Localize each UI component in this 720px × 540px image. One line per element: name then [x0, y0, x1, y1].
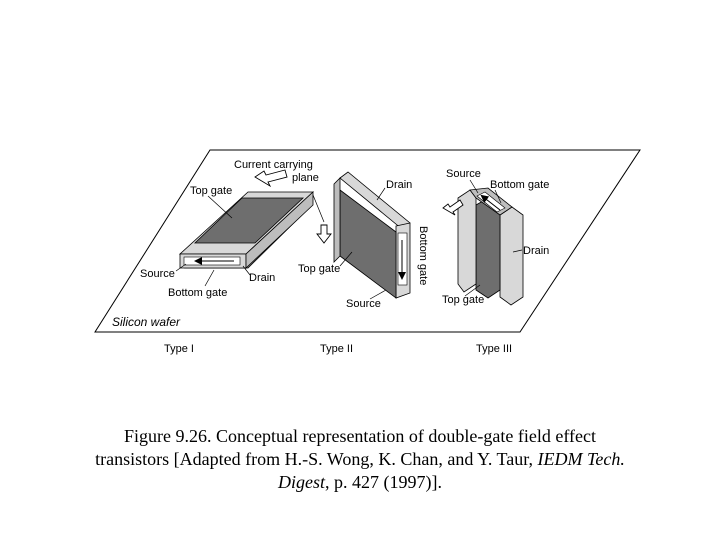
type3-drain-label: Drain — [523, 245, 550, 257]
type3-bottom-gate-label: Bottom gate — [490, 179, 550, 191]
type1-drain-label: Drain — [249, 272, 276, 284]
type1-bottom-gate-label: Bottom gate — [168, 287, 228, 299]
current-plane-label-line1: Current carrying — [234, 159, 313, 171]
type3-top-gate-label: Top gate — [442, 294, 485, 306]
current-plane-label-line2: plane — [292, 172, 319, 184]
type2-source-label: Source — [346, 298, 381, 310]
caption-journal-digest: Digest — [278, 472, 325, 492]
type1-top-gate-label: Top gate — [190, 185, 233, 197]
type3-source-label: Source — [446, 168, 481, 180]
figure-caption — [40, 425, 680, 494]
type-1-label: Type I — [164, 343, 194, 355]
type-3-label: Type III — [476, 343, 513, 355]
silicon-wafer-label: Silicon wafer — [112, 315, 181, 329]
caption-line-1: Figure 9.26. Conceptual representation of double-gate field effect — [124, 426, 596, 446]
type1-source-label: Source — [140, 268, 175, 280]
type2-top-gate-label: Top gate — [298, 263, 341, 275]
type2-drain-label: Drain — [386, 179, 413, 191]
caption-line-2a: transistors [Adapted from H.-S. Wong, K. Chan, and Y. Taur, — [95, 449, 538, 469]
caption-journal-name: IEDM Tech. — [537, 449, 625, 469]
type2-front-edge — [334, 178, 340, 262]
type3-back-slab — [500, 207, 523, 305]
type2-bottom-gate-label: Bottom gate — [417, 226, 429, 286]
type-2-label: Type II — [320, 343, 354, 355]
caption-citation-tail: , p. 427 (1997)]. — [325, 472, 442, 492]
